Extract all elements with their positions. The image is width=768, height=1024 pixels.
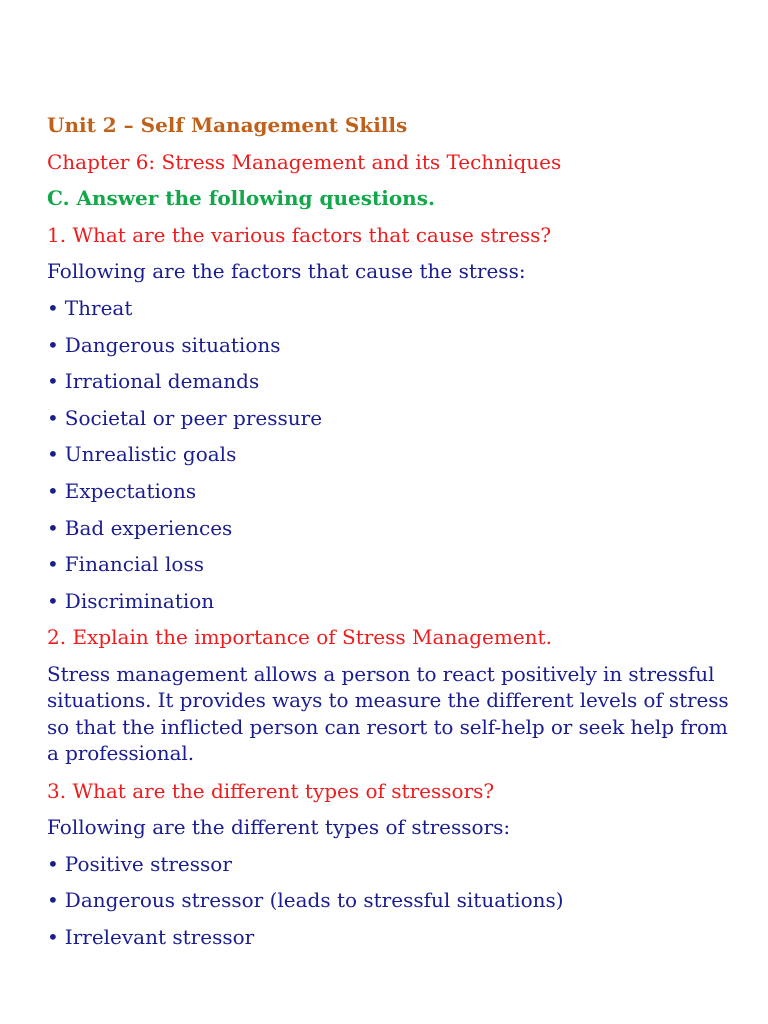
bullet-icon: • xyxy=(47,295,59,320)
question-3: 3. What are the different types of stressors? xyxy=(47,778,495,803)
bullet-icon: • xyxy=(47,515,59,540)
list-item: • Dangerous stressor (leads to stressful situations) xyxy=(47,888,564,913)
question-2-answer: Stress management allows a person to react positively in stressful situations. It provides ways to measure the different levels of stress so that the inflicted person can resort to self-help or seek help from a professional. xyxy=(47,661,729,766)
bullet-icon: • xyxy=(47,924,59,949)
bullet-icon: • xyxy=(47,478,59,503)
bullet-icon: • xyxy=(47,851,59,876)
bullet-icon: • xyxy=(47,405,59,430)
section-heading: C. Answer the following questions. xyxy=(47,186,435,211)
list-item: • Bad experiences xyxy=(47,515,233,540)
bullet-icon: • xyxy=(47,369,59,394)
bullet-icon: • xyxy=(47,888,59,913)
question-1-intro: Following are the factors that cause the stress: xyxy=(47,259,526,284)
list-item: • Dangerous situations xyxy=(47,332,281,357)
document-page xyxy=(47,112,737,960)
list-item: • Irrational demands xyxy=(47,369,260,394)
unit-heading: Unit 2 – Self Management Skills xyxy=(47,113,408,137)
bullet-icon: • xyxy=(47,442,59,467)
question-2: 2. Explain the importance of Stress Management. xyxy=(47,625,552,650)
question-1: 1. What are the various factors that cause stress? xyxy=(47,222,552,247)
bullet-icon: • xyxy=(47,552,59,577)
list-item: • Financial loss xyxy=(47,552,204,577)
list-item: • Unrealistic goals xyxy=(47,442,237,467)
list-item: • Expectations xyxy=(47,478,197,503)
chapter-heading: Chapter 6: Stress Management and its Techniques xyxy=(47,149,562,174)
question-3-intro: Following are the different types of stressors: xyxy=(47,815,511,840)
bullet-icon: • xyxy=(47,588,59,613)
bullet-icon: • xyxy=(47,332,59,357)
list-item: • Threat xyxy=(47,295,133,320)
list-item: • Discrimination xyxy=(47,588,215,613)
list-item: • Positive stressor xyxy=(47,851,232,876)
list-item: • Societal or peer pressure xyxy=(47,405,323,430)
list-item: • Irrelevant stressor xyxy=(47,924,255,949)
question-3-list xyxy=(47,851,737,950)
question-1-list xyxy=(47,295,737,614)
